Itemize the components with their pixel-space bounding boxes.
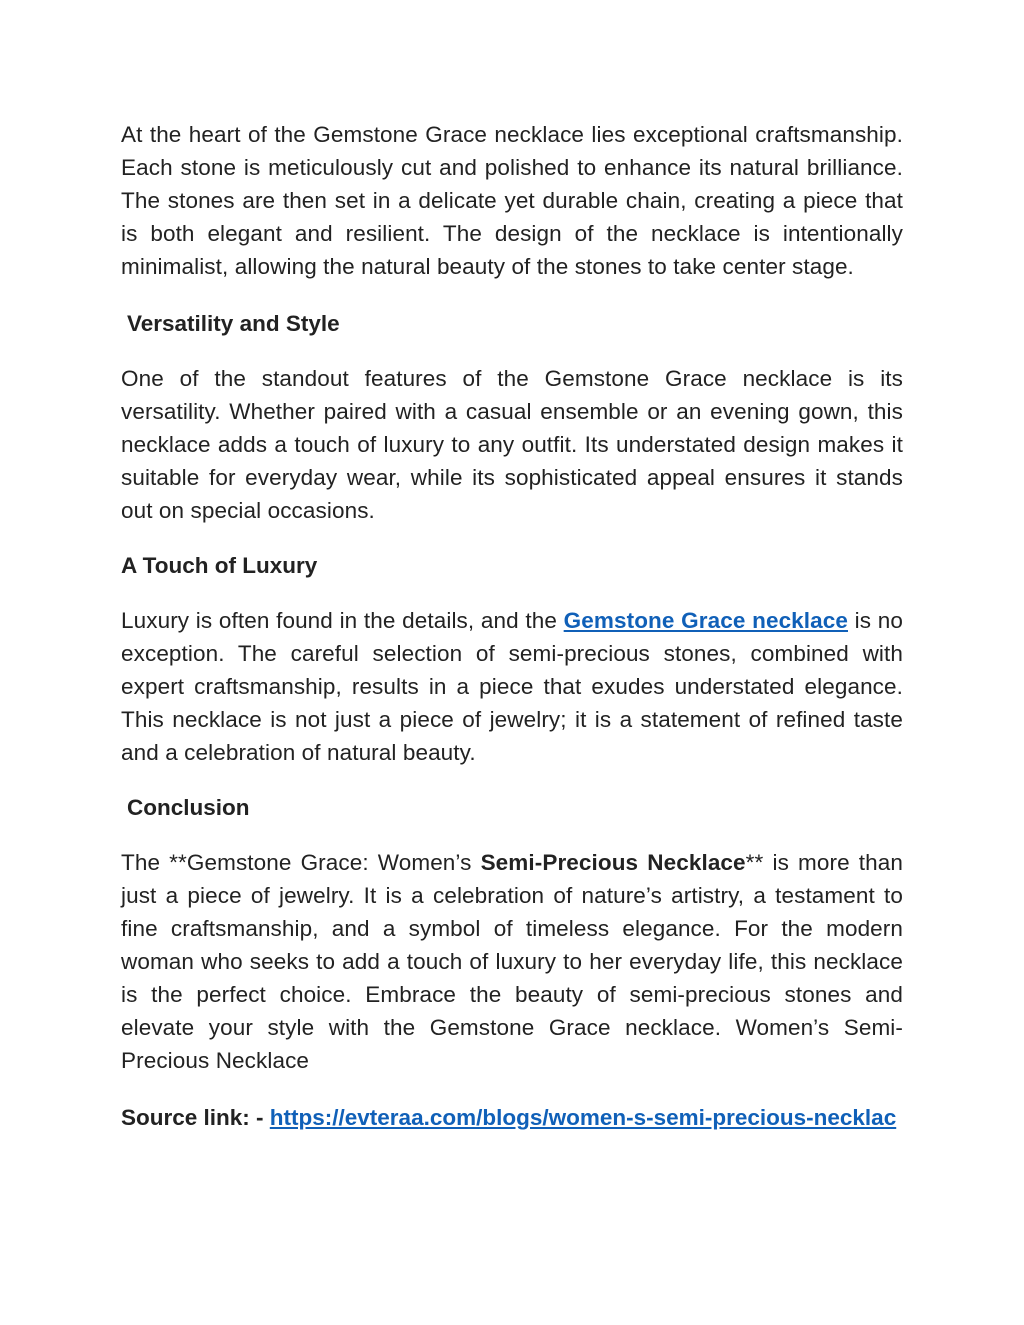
heading-versatility-and-style: Versatility and Style xyxy=(127,311,340,336)
heading-a-touch-of-luxury: A Touch of Luxury xyxy=(121,553,318,578)
semi-precious-necklace-bold: Semi-Precious Necklace xyxy=(480,850,746,875)
paragraph-craftsmanship: At the heart of the Gemstone Grace necklace lies exceptional craftsmanship. Each stone is meticulously cut and polished to enhance its natural brilliance. The stones are then set in a delicate yet durable chain, creating a piece that is both elegant and resilient. The design of the necklace is intentionally minimalist, allowing the natural beauty of the stones to take center stage. xyxy=(121,122,903,279)
source-link-label: Source link: - xyxy=(121,1105,270,1130)
gemstone-grace-necklace-link[interactable]: Gemstone Grace necklace xyxy=(563,608,848,633)
paragraph-luxury-text-start: Luxury is often found in the details, and the xyxy=(121,608,564,633)
source-url-link[interactable]: https://evteraa.com/blogs/women-s-semi-precious-necklac xyxy=(269,1105,897,1130)
paragraph-conclusion-text-end: ** is more than just a piece of jewelry. It is a celebration of nature’s artistry, a testament to fine craftsmanship, and a symbol of timeless elegance. For the modern woman who seeks to add a touch of luxury to her everyday life, this necklace is the perfect choice. Embrace the beauty of semi-precious stones and elevate your style with the Gemstone Grace necklace. Women’s Semi-Precious Necklace xyxy=(121,850,903,1073)
paragraph-luxury xyxy=(121,604,903,769)
document-page xyxy=(121,118,903,1134)
heading-conclusion: Conclusion xyxy=(127,795,250,820)
paragraph-conclusion-text-start: The **Gemstone Grace: Women’s xyxy=(121,850,481,875)
paragraph-luxury-text-end: is no exception. The careful selection of semi-precious stones, combined with expert craftsmanship, results in a piece that exudes understated elegance. This necklace is not just a piece of jewelry; it is a statement of refined taste and a celebration of natural beauty. xyxy=(121,608,903,765)
paragraph-conclusion xyxy=(121,846,903,1077)
paragraph-versatility: One of the standout features of the Gemstone Grace necklace is its versatility. Whether paired with a casual ensemble or an evening gown, this necklace adds a touch of luxury to any outfit. Its understated design makes it suitable for everyday wear, while its sophisticated appeal ensures it stands out on special occasions. xyxy=(121,366,903,523)
source-link-line xyxy=(121,1101,903,1134)
